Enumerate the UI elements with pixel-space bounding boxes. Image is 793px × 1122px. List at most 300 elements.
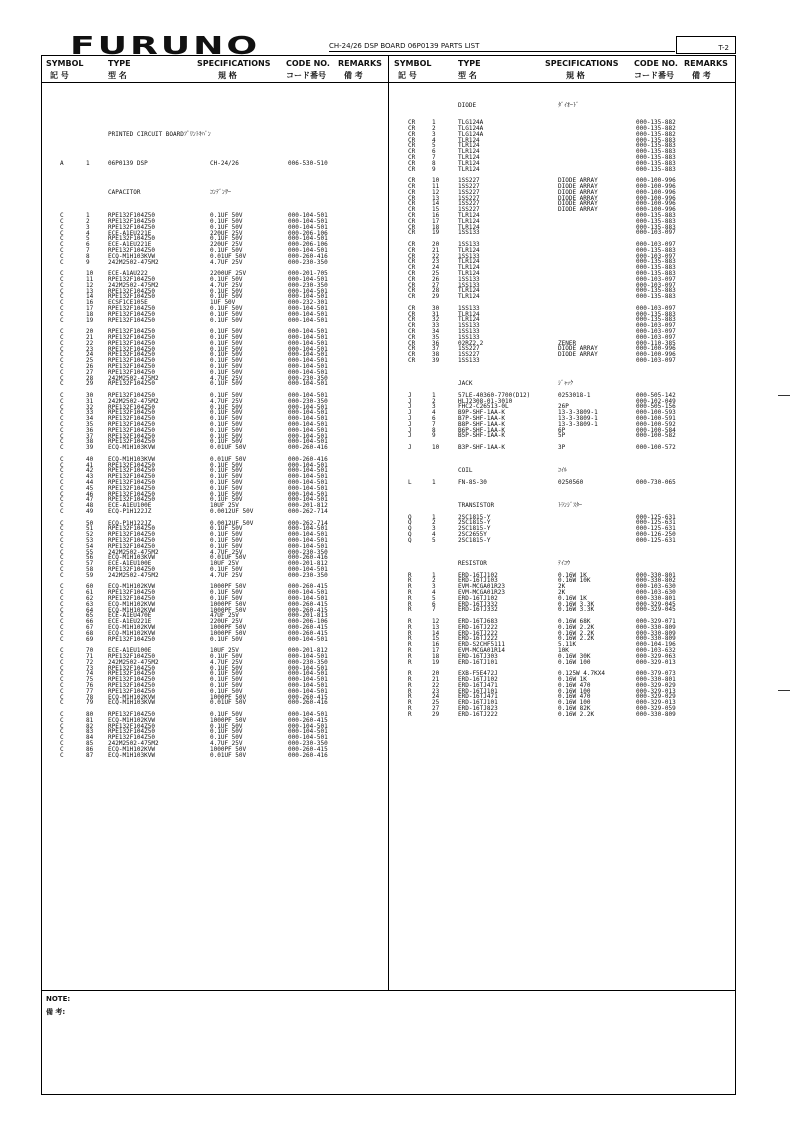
number-cell: 19 [432, 658, 440, 666]
number-cell: 16 [86, 299, 94, 307]
number-cell: 77 [86, 687, 94, 695]
type-cell: TLR124 [458, 287, 480, 295]
number-cell: 78 [86, 693, 94, 701]
code-cell: 000-104-501 [288, 351, 328, 359]
symbol-cell: C [60, 566, 64, 573]
number-cell: 15 [432, 206, 440, 214]
number-cell: 76 [86, 682, 94, 689]
code-cell: 000-260-416 [288, 252, 328, 260]
symbol-cell: C [60, 258, 64, 266]
symbol-cell: CR [408, 212, 416, 219]
symbol-cell: C [60, 658, 64, 666]
symbol-cell: C [60, 281, 64, 289]
spec-cell: 2200UF 25V [210, 270, 247, 278]
code-cell: 000-104-501 [288, 328, 328, 336]
code-cell: 000-135-883 [636, 217, 676, 225]
code-cell: 000-104-501 [288, 403, 328, 411]
number-cell: 1 [432, 478, 436, 486]
type-cell: RPE132F104Z50 [108, 682, 155, 689]
symbol-cell: J [408, 444, 412, 451]
spec-cell: DIODE ARRAY [558, 351, 598, 359]
code-cell: 000-135-883 [636, 159, 676, 167]
code-cell: 000-104-501 [288, 293, 328, 301]
code-cell: 000-104-501 [288, 438, 328, 446]
code-cell: 000-505-142 [636, 391, 676, 399]
type-cell: ECE-A1EU470E [108, 612, 152, 620]
col-header-code-no: CODE NO. [286, 59, 330, 68]
number-cell: 30 [432, 304, 440, 312]
code-cell: 000-260-416 [288, 751, 328, 759]
type-cell: ERD-16TJ222 [458, 710, 498, 718]
number-cell: 18 [432, 652, 440, 660]
spec-cell: 0.16W 2.2K [558, 635, 595, 643]
symbol-cell: R [408, 693, 412, 701]
code-cell: 000-329-063 [636, 652, 676, 660]
code-cell: 000-135-883 [636, 165, 676, 173]
code-cell: 000-262-714 [288, 519, 328, 527]
code-cell: 000-201-812 [288, 560, 328, 568]
number-cell: 59 [86, 571, 94, 579]
code-cell: 000-104-501 [288, 670, 328, 678]
spec-cell: 4.7UF 25V [210, 740, 243, 747]
symbol-cell: C [60, 629, 64, 637]
note-label: NOTE: [46, 995, 71, 1003]
type-cell: COIL [458, 467, 473, 475]
code-cell: 000-104-501 [288, 432, 328, 440]
symbol-cell: R [408, 652, 412, 660]
number-cell: 84 [86, 734, 94, 742]
number-cell: 35 [86, 421, 94, 428]
spec-cell: 2K [558, 583, 566, 591]
number-cell: 40 [86, 455, 94, 463]
type-cell: 1SS133 [458, 322, 480, 330]
type-cell: 1SS133 [458, 328, 480, 335]
edge-mark [778, 395, 790, 396]
type-cell: ERD-16TJ332 [458, 600, 498, 608]
number-cell: 3 [432, 403, 436, 411]
type-cell: ERD-16TJ222 [458, 623, 498, 631]
type-cell: RPE132F104Z50 [108, 496, 155, 504]
spec-cell: 1000PF 50V [210, 600, 247, 608]
symbol-cell: CR [408, 125, 416, 132]
number-cell: 56 [86, 554, 94, 562]
spec-cell: 0.16W 1K [558, 594, 587, 602]
type-cell: 242M2502-475M2 [108, 548, 159, 556]
spec-cell: 10UF 25V [210, 560, 239, 568]
number-cell: 62 [86, 595, 94, 602]
code-cell: 000-104-501 [288, 212, 328, 220]
type-cell: ECQ-M1H102KVW [108, 716, 155, 724]
spec-cell: DIODE ARRAY [558, 188, 598, 196]
code-cell: 000-330-809 [636, 629, 676, 637]
type-cell: 1SS227 [458, 177, 480, 185]
type-cell: TLG124A [458, 125, 484, 132]
symbol-cell: CR [408, 328, 416, 335]
code-cell: 000-730-065 [636, 478, 676, 486]
code-cell: 000-104-501 [288, 589, 328, 597]
spec-cell: 0.1UF 50V [210, 392, 243, 399]
symbol-cell: C [60, 676, 64, 684]
code-cell: 000-104-501 [288, 363, 328, 370]
number-cell: 36 [432, 339, 440, 347]
page-number: T-2 [718, 44, 729, 52]
symbol-cell: C [60, 745, 64, 753]
number-cell: 28 [432, 287, 440, 295]
number-cell: 12 [432, 618, 440, 625]
spec-cell: 10UF 25V [210, 502, 239, 510]
code-cell: 000-100-593 [636, 409, 676, 417]
symbol-cell: C [60, 444, 64, 452]
number-cell: 34 [432, 328, 440, 335]
code-cell: 006-530-510 [288, 160, 328, 167]
code-cell: 000-135-883 [636, 223, 676, 231]
spec-cell: DIODE ARRAY [558, 345, 598, 353]
code-cell: 000-104-501 [288, 490, 328, 498]
symbol-cell: R [408, 670, 412, 678]
type-cell: RPE132F104Z50 [108, 467, 155, 475]
spec-cell: 0.1UF 50V [210, 484, 243, 492]
number-cell: 27 [86, 368, 94, 376]
code-cell: 000-330-801 [636, 594, 676, 602]
code-cell: 000-135-883 [636, 293, 676, 301]
code-cell: 000-135-883 [636, 148, 676, 156]
edge-mark [778, 690, 790, 691]
number-cell: 22 [86, 339, 94, 347]
number-cell: 14 [432, 200, 440, 208]
code-cell: 000-103-097 [636, 252, 676, 260]
spec-cell: 13-3-3809-1 [558, 409, 598, 417]
symbol-cell: C [60, 345, 64, 353]
type-cell: RPE132F104Z50 [108, 305, 155, 312]
code-cell: 000-201-705 [288, 270, 328, 278]
code-cell: 000-100-996 [636, 351, 676, 359]
number-cell: 13 [432, 194, 440, 202]
document-title: CH-24/26 DSP BOARD 06P0139 PARTS LIST [329, 42, 480, 50]
type-cell: 242M2502-475M2 [108, 281, 159, 289]
spec-cell: 1000PF 50V [210, 624, 247, 631]
spec-cell: 0.1UF 50V [210, 351, 243, 359]
code-cell: 000-104-501 [288, 722, 328, 730]
symbol-cell: R [408, 589, 412, 596]
spec-cell: 0.1UF 50V [210, 734, 243, 742]
code-cell: 000-104-501 [288, 542, 328, 550]
type-cell: TLR124 [458, 310, 480, 318]
symbol-cell: C [60, 647, 64, 655]
type-cell: ECQ-M1H103KVW [108, 699, 155, 707]
symbol-cell: J [408, 391, 412, 399]
symbol-cell: J [408, 409, 412, 417]
spec-cell: 0.1UF 50V [210, 357, 243, 365]
spec-cell: 0.16W 100 [558, 699, 591, 707]
symbol-cell: C [60, 374, 64, 382]
symbol-cell: C [60, 571, 64, 579]
symbol-cell: CR [408, 281, 416, 289]
code-cell: 000-104-501 [288, 734, 328, 742]
number-cell: 6 [86, 241, 90, 249]
spec-cell: ﾃｲｺｳ [558, 560, 571, 567]
spec-cell: 0.1UF 50V [210, 728, 243, 736]
code-cell: 000-329-013 [636, 687, 676, 695]
type-cell: 1SS227 [458, 351, 480, 359]
code-cell: 000-103-097 [636, 275, 676, 283]
code-cell: 000-104-501 [288, 461, 328, 469]
spec-cell: 0.1UF 50V [210, 415, 243, 423]
code-cell: 000-103-630 [636, 589, 676, 596]
number-cell: 74 [86, 670, 94, 678]
spec-cell: 0.1UF 50V [210, 363, 243, 370]
symbol-cell: C [60, 235, 64, 243]
number-cell: 35 [432, 333, 440, 341]
number-cell: 32 [86, 403, 94, 411]
symbol-cell: C [60, 670, 64, 678]
code-cell: 000-103-097 [636, 304, 676, 312]
spec-cell: 0.16W 1K [558, 676, 587, 683]
spec-cell: ﾀﾞｲｵｰﾄﾞ [558, 101, 580, 109]
code-cell: 000-100-996 [636, 206, 676, 214]
spec-cell: 47UF 25V [210, 612, 239, 620]
code-cell: 000-104-501 [288, 682, 328, 689]
type-cell: 242M2502-475M2 [108, 740, 159, 747]
code-cell: 000-100-996 [636, 194, 676, 202]
number-cell: 16 [432, 212, 440, 219]
symbol-cell: C [60, 293, 64, 301]
symbol-cell: C [60, 508, 64, 515]
number-cell: 70 [86, 647, 94, 655]
type-cell: CAPACITOR [108, 189, 141, 196]
spec-cell: 0.1UF 50V [210, 212, 243, 220]
type-cell: ECQ-M1H102KVW [108, 624, 155, 631]
type-cell: RPE132F104Z50 [108, 711, 155, 718]
number-cell: 82 [86, 722, 94, 730]
type-cell: TLR124 [458, 316, 480, 324]
spec-cell: 0.1UF 50V [210, 589, 243, 597]
symbol-cell: C [60, 484, 64, 492]
spec-cell: 0.1UF 50V [210, 438, 243, 446]
code-cell: 000-100-996 [636, 200, 676, 208]
code-cell: 000-104-501 [288, 334, 328, 341]
type-cell: RPE132F104Z50 [108, 392, 155, 399]
spec-cell: 0.16W 68K [558, 618, 591, 625]
code-cell: 000-201-813 [288, 612, 328, 620]
type-cell: 242M2502-475M2 [108, 571, 159, 579]
symbol-cell: C [60, 229, 64, 237]
symbol-cell: J [408, 426, 412, 434]
symbol-cell: R [408, 618, 412, 625]
code-cell: 000-104-501 [288, 479, 328, 486]
spec-cell: 0.16W 2.2K [558, 623, 595, 631]
code-cell: 000-125-631 [636, 525, 676, 533]
number-cell: 2 [432, 397, 436, 405]
type-cell: TLR124 [458, 264, 480, 272]
number-cell: 67 [86, 624, 94, 631]
type-cell: TLR124 [458, 246, 480, 254]
type-cell: ERD-16TJ683 [458, 618, 498, 625]
symbol-cell: C [60, 241, 64, 249]
type-cell: B7P-SHF-1AA-K [458, 415, 505, 422]
number-cell: 8 [86, 252, 90, 260]
type-cell: RPE132F104Z50 [108, 218, 155, 225]
type-cell: RPE132F104Z50 [108, 687, 155, 695]
number-cell: 17 [432, 217, 440, 225]
symbol-cell: CR [408, 304, 416, 312]
number-cell: 28 [86, 374, 94, 382]
type-cell: RPE132F104Z50 [108, 212, 155, 220]
symbol-cell: C [60, 299, 64, 307]
type-cell: EVM-MCGA01R23 [458, 583, 505, 591]
code-cell: 000-206-106 [288, 618, 328, 626]
type-cell: 242M2502-475M2 [108, 374, 159, 382]
type-cell: RPE132F104Z50 [108, 421, 155, 428]
col-header-remarks-jp: 備 考 [692, 71, 711, 80]
symbol-cell: C [60, 635, 64, 643]
spec-cell: 0.16W 100 [558, 687, 591, 695]
spec-cell: 0.1UF 50V [210, 595, 243, 602]
type-cell: ERD-S2CHF5111 [458, 641, 505, 649]
number-cell: 43 [86, 473, 94, 481]
code-cell: 000-100-591 [636, 415, 676, 422]
number-cell: 1 [432, 571, 436, 579]
spec-cell: 5.11K [558, 641, 577, 649]
number-cell: 17 [86, 305, 94, 312]
number-cell: 20 [432, 670, 440, 678]
number-cell: 65 [86, 612, 94, 620]
type-cell: TLG124A [458, 119, 484, 127]
number-cell: 38 [86, 438, 94, 446]
type-cell: RPE132F104Z50 [108, 670, 155, 678]
code-cell: 000-135-883 [636, 246, 676, 254]
symbol-cell: C [60, 479, 64, 486]
code-cell: 000-260-415 [288, 606, 328, 614]
type-cell: ERD-16TJ103 [458, 577, 498, 585]
number-cell: 57 [86, 560, 94, 568]
code-cell: 000-104-501 [288, 339, 328, 347]
spec-cell: 0.01UF 50V [210, 252, 247, 260]
code-cell: 000-104-501 [288, 531, 328, 539]
symbol-cell: R [408, 699, 412, 707]
symbol-cell: CR [408, 345, 416, 353]
spec-cell: 0.1UF 50V [210, 676, 243, 684]
number-cell: 25 [432, 270, 440, 277]
spec-cell: 0.1UF 50V [210, 293, 243, 301]
symbol-cell: C [60, 421, 64, 428]
number-cell: 75 [86, 676, 94, 684]
code-cell: 000-100-584 [636, 426, 676, 434]
code-cell: 000-104-501 [288, 595, 328, 602]
symbol-cell: C [60, 305, 64, 312]
number-cell: 2 [432, 519, 436, 527]
number-cell: 1 [86, 212, 90, 220]
spec-cell: 0.16W 2.2K [558, 629, 595, 637]
type-cell: FHC2-C26513-0L [458, 403, 509, 411]
spec-cell: 220UF 25V [210, 618, 243, 626]
type-cell: TLR124 [458, 154, 480, 161]
symbol-cell: CR [408, 142, 416, 150]
spec-cell: 0.1UF 50V [210, 310, 243, 318]
number-cell: 23 [432, 687, 440, 695]
symbol-cell: CR [408, 165, 416, 173]
spec-cell: 0.1UF 50V [210, 409, 243, 417]
type-cell: RPE132F104Z50 [108, 542, 155, 550]
number-cell: 23 [86, 345, 94, 353]
symbol-cell: CR [408, 287, 416, 295]
number-cell: 39 [86, 444, 94, 452]
symbol-cell: Q [408, 525, 412, 533]
number-cell: 1 [432, 513, 436, 521]
number-cell: 4 [432, 531, 436, 538]
code-cell: 000-104-501 [288, 345, 328, 353]
code-cell: 000-260-416 [288, 699, 328, 707]
col-header-remarks: REMARKS [684, 59, 728, 68]
number-cell: 24 [432, 264, 440, 272]
code-cell: 000-329-059 [636, 705, 676, 712]
symbol-cell: C [60, 310, 64, 318]
spec-cell: 0.1UF 50V [210, 722, 243, 730]
code-cell: 000-260-416 [288, 554, 328, 562]
code-cell: 000-104-501 [288, 247, 328, 254]
spec-cell: 0.01UF 50V [210, 699, 247, 707]
number-cell: 25 [432, 699, 440, 707]
symbol-cell: CR [408, 293, 416, 301]
symbol-cell: R [408, 577, 412, 585]
symbol-cell: C [60, 548, 64, 556]
type-cell: RPE132F104Z50 [108, 310, 155, 318]
symbol-cell: C [60, 403, 64, 411]
type-cell: ECSF1CE105E [108, 299, 148, 307]
spec-cell: 0.16W 3.3K [558, 600, 595, 608]
number-cell: 3 [432, 130, 436, 138]
type-cell: RPE132F104Z50 [108, 328, 155, 336]
type-cell: TLR124 [458, 270, 480, 277]
spec-cell: 0.16W 82K [558, 705, 591, 712]
number-cell: 47 [86, 496, 94, 504]
number-cell: 26 [432, 275, 440, 283]
number-cell: 79 [86, 699, 94, 707]
symbol-cell: CR [408, 200, 416, 208]
code-cell: 000-329-045 [636, 600, 676, 608]
symbol-cell: R [408, 687, 412, 695]
code-cell: 000-125-631 [636, 536, 676, 544]
spec-cell: 0.1UF 50V [210, 687, 243, 695]
type-cell: 1SS227 [458, 183, 480, 190]
code-cell: 000-201-812 [288, 647, 328, 655]
type-cell: 1SS133 [458, 275, 480, 283]
type-cell: JACK [458, 380, 473, 388]
number-cell: 7 [86, 247, 90, 254]
spec-cell: 4.7UF 25V [210, 258, 243, 266]
spec-cell: 0.1UF 50V [210, 467, 243, 475]
number-cell: 29 [86, 380, 94, 388]
symbol-cell: C [60, 583, 64, 591]
symbol-cell: CR [408, 130, 416, 138]
spec-cell: 0.01UF 50V [210, 554, 247, 562]
type-cell: HLJ2308-01-3010 [458, 397, 513, 405]
symbol-cell: CR [408, 275, 416, 283]
col-header-code-no: CODE NO. [634, 59, 678, 68]
type-cell: ECQ-P1H122JZ [108, 519, 152, 527]
code-cell: 000-262-714 [288, 508, 328, 515]
spec-cell: 0.1UF 50V [210, 490, 243, 498]
type-cell: ECE-A1EU100E [108, 502, 152, 510]
number-cell: 2 [432, 577, 436, 585]
code-cell: 000-103-097 [636, 357, 676, 364]
type-cell: RPE132F104Z50 [108, 473, 155, 481]
symbol-cell: C [60, 606, 64, 614]
number-cell: 64 [86, 606, 94, 614]
code-cell: 000-104-501 [288, 223, 328, 231]
number-cell: 29 [432, 710, 440, 718]
type-cell: TLR124 [458, 136, 480, 144]
symbol-cell: C [60, 467, 64, 475]
